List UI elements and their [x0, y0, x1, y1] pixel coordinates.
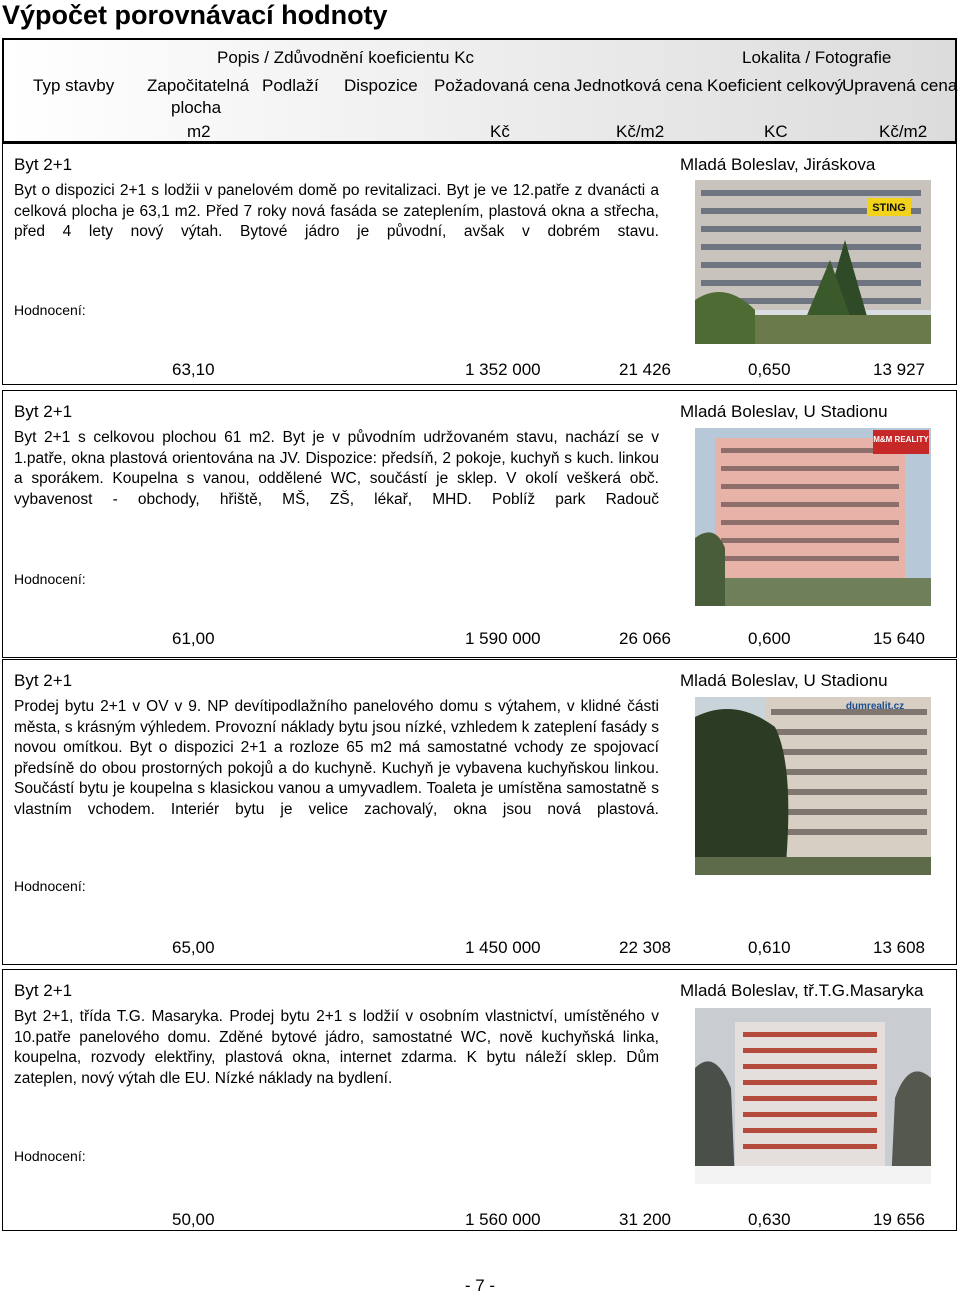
record-location: Mladá Boleslav, tř.T.G.Masaryka: [680, 981, 924, 1000]
unit-plocha: m2: [187, 122, 211, 141]
record-description: Prodej bytu 2+1 v OV v 9. NP devítipodlažního panelového domu s výtahem, v klidné části města, s krásným výhledem. Provozní náklady bytu jsou nízké, vzhledem k zateplení fasády s novou omítkou. Byt o dispozici 2+1 a rozloze 65 m2 má samostatné vchody ze spojovací předsíně do obou prostorných pokojů a do kuchyně. Kuchyň je vybavena kuchyňskou linkou. Součástí bytu je koupelna s klasickou vanou a umyvadlem. Toaleta je umístěna samostatně s vlastním vchodem. Interiér bytu je velice zachovalý, okna jsou nová plastová.: [14, 698, 659, 818]
record-location: Mladá Boleslav, U Stadionu: [680, 402, 888, 421]
record-hodnoceni: Hodnocení:: [14, 878, 86, 894]
record-photo: [695, 697, 931, 875]
record-photo: [695, 1008, 931, 1184]
header-group-location: Lokalita / Fotografie: [742, 48, 892, 67]
record-koef: 0,610: [748, 938, 791, 957]
record-jednotkova: 31 200: [619, 1210, 671, 1229]
header-col-jednotkova: Jednotková cena: [574, 76, 703, 95]
unit-jednotkova: Kč/m2: [616, 122, 665, 141]
record-description: Byt o dispozici 2+1 s lodžii v panelovém domě po revitalizaci. Byt je ve 12.patře z dvanácti a celková plocha je 63,1 m2. Před 7 roky nová fasáda se zateplením, plastová okna a střecha, před 4 lety nový výtah. Bytové jádro je původní, avšak v dobrém stavu.: [14, 182, 659, 240]
photo-logo-text: M&M REALITY: [873, 435, 929, 444]
record-hodnoceni: Hodnocení:: [14, 1148, 86, 1164]
header-col-plocha: plocha: [171, 98, 222, 117]
record-1: [2, 143, 957, 385]
record-plocha: 50,00: [172, 1210, 215, 1229]
record-4: [2, 969, 957, 1231]
record-type: Byt 2+1: [14, 981, 73, 1000]
record-cena: 1 560 000: [465, 1210, 541, 1229]
page-title: Výpočet porovnávací hodnoty: [2, 0, 388, 30]
record-type: Byt 2+1: [14, 402, 73, 421]
record-type: Byt 2+1: [14, 155, 73, 174]
header-col-koef: Koeficient celkový: [707, 76, 844, 95]
record-hodnoceni: Hodnocení:: [14, 302, 86, 318]
page-number: - 7 -: [464, 1276, 496, 1295]
record-hodnoceni: Hodnocení:: [14, 571, 86, 587]
record-upravena: 13 608: [873, 938, 925, 957]
unit-cena: Kč: [490, 122, 510, 141]
header-col-podlazi: Podlaží: [262, 76, 319, 95]
record-2: [2, 390, 957, 658]
record-upravena: 15 640: [873, 629, 925, 648]
record-description: Byt 2+1 s celkovou plochou 61 m2. Byt je v původním udržovaném stavu, nachází se v 1.patře, okna plastová orientována na JV. Dispozice: předsíň, 2 pokoje, kuchyň s kuch. linkou a sporákem. Koupelna s vanou, oddělené WC, součástí je sklep. V okolí veškerá obč. vybavenost - obchody, hřiště, MŠ, ZŠ, lékař, MHD. Poblíž park Radouč: [14, 429, 659, 508]
record-location: Mladá Boleslav, U Stadionu: [680, 671, 888, 690]
record-koef: 0,600: [748, 629, 791, 648]
record-type: Byt 2+1: [14, 671, 73, 690]
header-col-typ: Typ stavby: [33, 76, 115, 95]
unit-upravena: Kč/m2: [879, 122, 928, 141]
record-cena: 1 352 000: [465, 360, 541, 379]
photo-watermark-text: dumrealit.cz: [845, 701, 905, 712]
record-koef: 0,650: [748, 360, 791, 379]
record-location: Mladá Boleslav, Jiráskova: [680, 155, 876, 174]
record-cena: 1 450 000: [465, 938, 541, 957]
record-koef: 0,630: [748, 1210, 791, 1229]
header-col-zapocitatelna: Započitatelná: [147, 76, 250, 95]
record-jednotkova: 26 066: [619, 629, 671, 648]
record-plocha: 63,10: [172, 360, 215, 379]
header-group-description: Popis / Zdůvodnění koeficientu Kc: [217, 48, 475, 67]
record-photo: [695, 428, 931, 606]
record-cena: 1 590 000: [465, 629, 541, 648]
record-upravena: 13 927: [873, 360, 925, 379]
header-col-dispozice: Dispozice: [344, 76, 418, 95]
photo-sign-text: STING: [872, 202, 906, 214]
record-plocha: 65,00: [172, 938, 215, 957]
header-col-upravena: Upravená cena: [842, 76, 958, 95]
table-header: [2, 38, 957, 143]
record-jednotkova: 21 426: [619, 360, 671, 379]
record-upravena: 19 656: [873, 1210, 925, 1229]
unit-koef: KC: [764, 122, 788, 141]
record-photo: [695, 180, 931, 344]
record-jednotkova: 22 308: [619, 938, 671, 957]
record-plocha: 61,00: [172, 629, 215, 648]
header-col-pozadovana: Požadovaná cena: [434, 76, 571, 95]
record-3: [2, 659, 957, 965]
record-description: Byt 2+1, třída T.G. Masaryka. Prodej bytu 2+1 s lodžií v osobním vlastnictví, umístěného v 10.patře panelového domu. Zděné bytové jádro, samostatné WC, nově kuchyňská linka, koupelna, rozvody elektřiny, plastová okna, internet zdarma. K bytu náleží sklep. Dům zateplen, nový výtah dle EU. Nízké náklady na bydlení.: [14, 1008, 659, 1087]
